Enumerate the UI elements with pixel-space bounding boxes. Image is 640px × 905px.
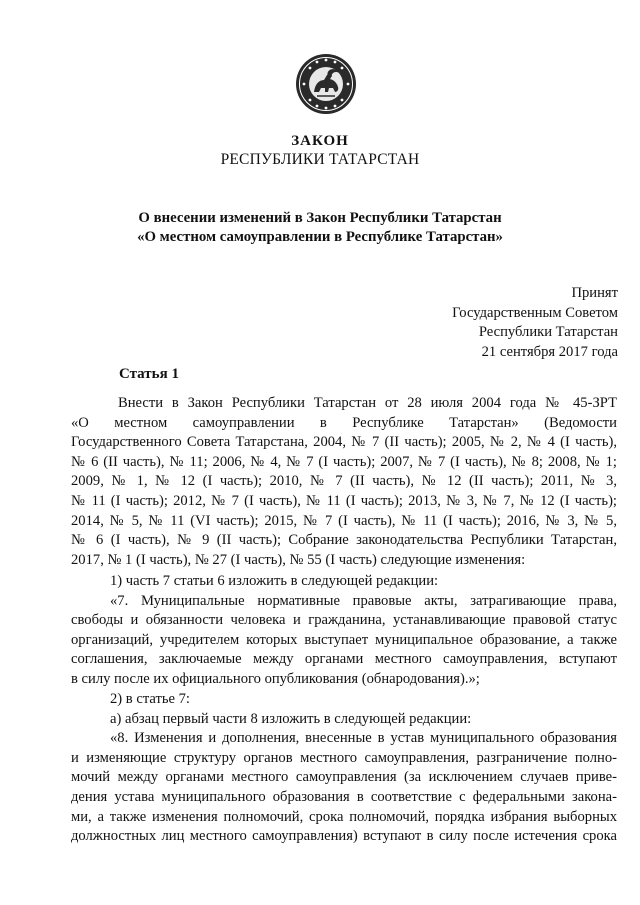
item-subheading: а) абзац первый части 8 изложить в следующей редакции: [110,710,472,727]
text-line: «8. Изменения и дополнения, внесенные в устав муниципального образования [110,730,617,747]
item-heading: 2) в статье 7: [110,691,190,707]
adoption-block [452,283,618,361]
text-line: Государственного Совета Татарстана, 2004, № 7 (II часть); 2005, № 2, № 4 (I часть), [71,434,617,451]
tatarstan-emblem-icon [295,53,357,115]
law-title: ЗАКОН [291,133,349,149]
article-heading: Статья 1 [119,366,179,382]
text-line: ми, а также изменения полномочий, срока полномочий, порядка избрания выборных [71,808,617,825]
law-subtitle: РЕСПУБЛИКИ ТАТАРСТАН [220,151,420,168]
text-line: 2017, № 1 (I часть), № 27 (I часть), № 55 (I часть) следующие изменения: [71,551,526,568]
adoption-date: 21 сентября 2017 года [481,343,618,360]
text-line: «О местном самоуправлении в Республике Татарстан» (Ведомости [71,414,617,431]
text-line: соглашения, заключаемые между органами местного самоуправления, вступают [71,651,617,668]
text-line: в силу после их официального опубликования (обнародования).»; [71,670,480,687]
text-line: № 6 (II часть), № 11; 2006, № 4, № 7 (I часть); 2007, № 7 (I часть), № 8; 2008, № 1; [71,453,617,470]
item-1 [71,571,617,689]
text-line: № 11 (I часть); 2012, № 7 (I часть), № 11 (I часть); 2013, № 3, № 7, № 12 (I часть); [71,492,617,509]
adoption-line: Принят [571,285,618,301]
text-line: мочий между органами местного самоуправления (за исключением случаев приве- [71,769,617,786]
text-line: дения устава муниципального образования в соответствие с федеральными закона- [71,788,617,805]
item-2 [71,689,617,846]
text-line: № 6 (I часть), № 9 (II часть); Собрание законодательства Республики Татарстан, [71,532,617,549]
text-line: 2014, № 5, № 11 (VI часть); 2015, № 7 (I часть), № 11 (I часть); 2016, № 3, № 5, [71,512,617,529]
adoption-line: Государственным Советом [452,304,618,321]
bill-title-line-1: О внесении изменений в Закон Республики Татарстан [138,210,502,226]
text-line: должностных лиц местного самоуправления) вступают в силу после истечения срока [71,828,617,845]
text-line: свободы и обязанности человека и гражданина, устанавливающие правовой статус [71,612,617,629]
text-line: организаций, учредителем которых выступает муниципальное образование, а также [71,631,617,648]
text-line: 2009, № 1, № 12 (I часть); 2010, № 7 (II часть), № 12 (II часть); 2011, № 3, [71,473,617,490]
item-heading: 1) часть 7 статьи 6 изложить в следующей редакции: [110,573,439,589]
text-line: Внести в Закон Республики Татарстан от 28 июля 2004 года № 45-ЗРТ [118,395,617,411]
text-line: «7. Муниципальные нормативные правовые акты, затрагивающие права, [110,592,617,609]
text-line: и изменяющие структуру органов местного самоуправления, разграничение полно- [71,749,617,766]
bill-title-line-2: «О местном самоуправлении в Республике Татарстан» [137,229,503,245]
adoption-line: Республики Татарстан [478,324,618,340]
intro-paragraph [71,393,617,569]
